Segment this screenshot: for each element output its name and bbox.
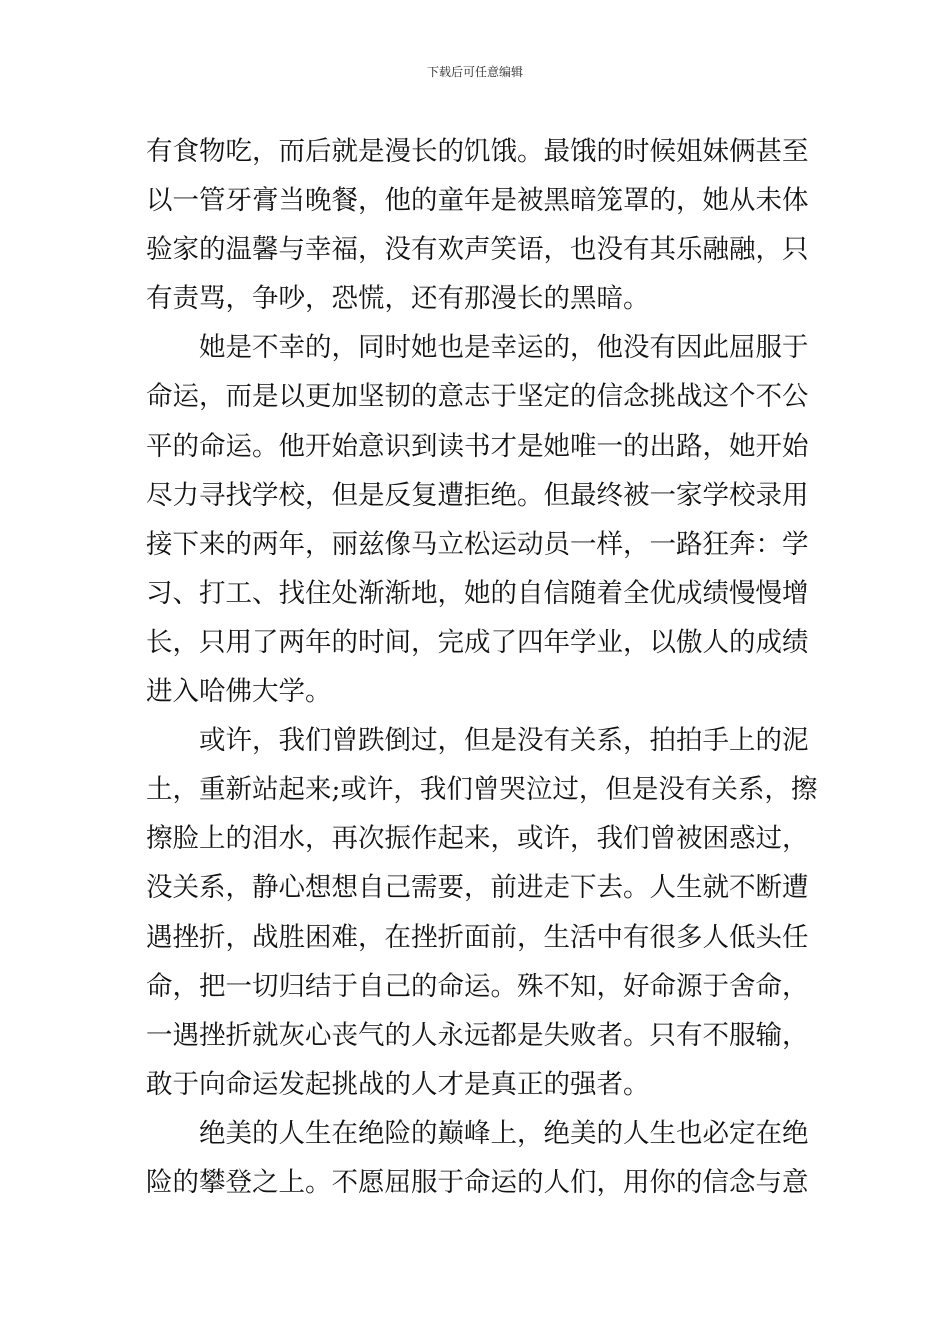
- text-line: 习、打工、找住处渐渐地，她的自信随着全优成绩慢慢增: [146, 577, 809, 609]
- text-line: 或许，我们曾跌倒过，但是没有关系，拍拍手上的泥: [199, 725, 809, 757]
- text-line: 她是不幸的，同时她也是幸运的，他没有因此屈服于: [199, 332, 809, 364]
- paragraph: [146, 716, 818, 1109]
- text-line: 有责骂，争吵，恐慌，还有那漫长的黑暗。: [146, 283, 650, 315]
- page-header: 下载后可任意编辑: [426, 65, 523, 79]
- text-line: 进入哈佛大学。: [146, 676, 332, 708]
- text-line: 擦脸上的泪水，再次振作起来，或许，我们曾被困惑过，: [146, 823, 809, 855]
- text-line: 敢于向命运发起挑战的人才是真正的强者。: [146, 1068, 650, 1100]
- text-line: 绝美的人生在绝险的巅峰上，绝美的人生也必定在绝: [199, 1117, 809, 1149]
- text-line: 长，只用了两年的时间，完成了四年学业，以傲人的成绩: [146, 626, 809, 658]
- text-line: 一遇挫折就灰心丧气的人永远都是失败者。只有不服输，: [146, 1019, 809, 1051]
- text-line: 有食物吃，而后就是漫长的饥饿。最饿的时候姐妹俩甚至: [146, 136, 809, 167]
- text-line: 土，重新站起来;或许，我们曾哭泣过，但是没有关系，擦: [146, 774, 818, 806]
- text-line: 接下来的两年，丽兹像马立松运动员一样，一路狂奔：学: [146, 528, 809, 560]
- text-line: 以一管牙膏当晚餐，他的童年是被黑暗笼罩的，她从未体: [146, 185, 809, 217]
- text-line: 命运，而是以更加坚韧的意志于坚定的信念挑战这个不公: [146, 381, 809, 413]
- text-line: 没关系，静心想想自己需要，前进走下去。人生就不断遭: [146, 872, 809, 904]
- paragraph: [146, 1109, 809, 1207]
- text-line: 遇挫折，战胜困难，在挫折面前，生活中有很多人低头任: [146, 921, 809, 953]
- text-line: 平的命运。他开始意识到读书才是她唯一的出路，她开始: [146, 430, 809, 462]
- text-line: 尽力寻找学校，但是反复遭拒绝。但最终被一家学校录用: [146, 479, 809, 511]
- document-body: [146, 127, 818, 1207]
- text-line: 验家的温馨与幸福，没有欢声笑语，也没有其乐融融，只: [146, 234, 809, 266]
- paragraph: [146, 127, 809, 323]
- text-line: 险的攀登之上。不愿屈服于命运的人们，用你的信念与意: [146, 1166, 809, 1198]
- paragraph: [146, 323, 809, 716]
- text-line: 命，把一切归结于自己的命运。殊不知，好命源于舍命，: [146, 970, 809, 1002]
